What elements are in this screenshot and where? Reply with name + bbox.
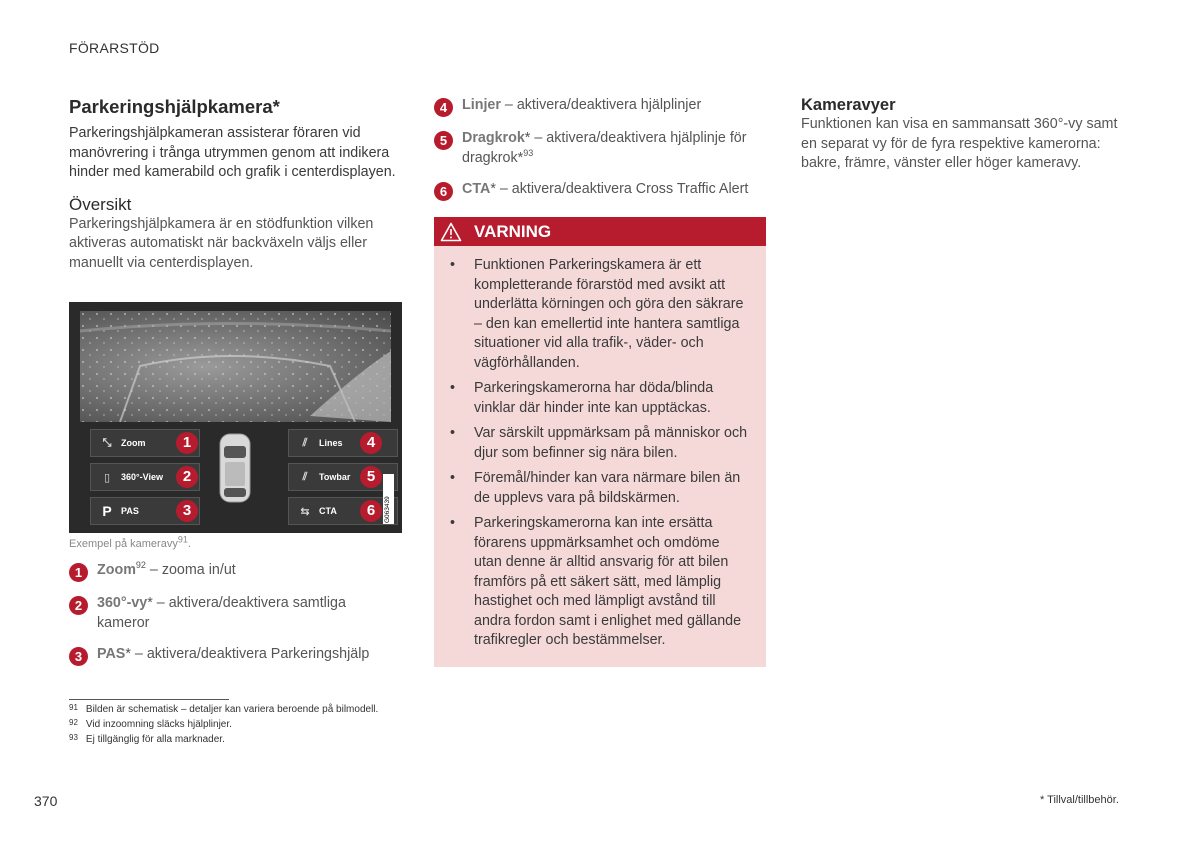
footnote-91	[69, 704, 378, 715]
page-title: Parkeringshjälpkamera*	[69, 96, 280, 117]
guide-lines-icon: ⫽	[302, 436, 308, 449]
intro-paragraph: Parkeringshjälpkameran assisterar föraren vid manövrering i trånga utrymmen genom att indikera hinder med kamerabild och grafik i centerdisplayen.	[69, 125, 396, 180]
camera-views-heading: Kameravyer	[801, 96, 896, 114]
lines-label: Lines	[319, 438, 343, 448]
callout-badge-4: 4	[360, 432, 382, 454]
camera-scene-svg	[80, 311, 391, 422]
footnote-text: Bilden är schematisk – detaljer kan variera beroende på bilmodell.	[85, 704, 379, 715]
legend-number-1: 1	[69, 563, 88, 582]
overview-paragraph: Parkeringshjälpkamera är en stödfunktion vilken aktiveras automatiskt när backväxeln väljs eller manuellt via centerdisplayen.	[69, 215, 374, 271]
column-left	[69, 96, 399, 273]
callout-badge-6: 6	[360, 500, 382, 522]
warning-list	[434, 246, 766, 651]
cta-label: CTA	[319, 506, 337, 516]
optional-star: *	[125, 646, 131, 662]
towbar-label: Towbar	[319, 472, 351, 482]
warning-item: • Föremål/hinder kan vara närmare bilen än de upplevs vara på bildskärmen.	[474, 469, 750, 508]
callout-badge-5: 5	[360, 466, 382, 488]
legend-item-4	[434, 96, 766, 117]
column-middle	[434, 96, 766, 667]
footnote-text: Ej tillgänglig för alla marknader.	[85, 734, 225, 745]
section-header: FÖRARSTÖD	[69, 40, 160, 56]
legend-term-cta: CTA	[462, 181, 491, 197]
caption-footnote-ref: 91	[177, 534, 188, 545]
footnote-ref-92: 92	[135, 560, 146, 571]
footnote-ref-93: 93	[523, 147, 534, 158]
optional-accessory-note: * Tillval/tillbehör.	[1040, 794, 1119, 806]
car-top-icon: ▯	[103, 471, 111, 484]
callout-badge-1: 1	[176, 432, 198, 454]
footnote-number: 93	[69, 733, 78, 742]
warning-item: • Parkeringskamerorna har döda/blinda vinklar där hinder inte kan upptäckas.	[474, 379, 750, 418]
image-code-strip	[383, 474, 394, 524]
warning-box	[434, 217, 766, 667]
optional-star: *	[147, 595, 153, 611]
legend-number-5: 5	[434, 131, 453, 150]
optional-star: *	[517, 149, 524, 166]
parking-assist-icon: P	[102, 503, 112, 519]
image-caption	[69, 534, 191, 550]
footnote-93	[69, 734, 225, 745]
car-top-view-icon	[217, 432, 253, 504]
footnote-divider	[69, 699, 229, 700]
legend-item-2	[69, 594, 399, 633]
camera-view-illustration	[69, 302, 402, 533]
rear-camera-image	[80, 311, 391, 422]
warning-item: • Var särskilt uppmärksam på människor och djur som befinner sig nära bilen.	[474, 424, 750, 463]
warning-title: VARNING	[474, 221, 552, 241]
warning-header	[434, 217, 766, 246]
caption-text: Exempel på kameravy	[69, 538, 178, 550]
optional-star: *	[490, 181, 496, 197]
towbar-icon: ⫽	[302, 470, 308, 483]
image-code: G063439	[384, 496, 391, 523]
pas-label: PAS	[121, 506, 139, 516]
legend-desc-towbar: – aktivera/deaktivera hjälplinje för dragkrok	[462, 130, 747, 166]
legend-list-left	[69, 561, 399, 678]
legend-desc-360: – aktivera/deaktivera samtliga kameror	[97, 595, 346, 631]
zoom-label: Zoom	[121, 438, 146, 448]
zoom-arrows-icon: ⤡	[102, 436, 112, 449]
warning-triangle-icon	[440, 222, 462, 242]
legend-desc-lines: – aktivera/deaktivera hjälplinjer	[500, 97, 702, 113]
footnote-number: 92	[69, 718, 78, 727]
legend-number-2: 2	[69, 596, 88, 615]
legend-desc-cta: – aktivera/deaktivera Cross Traffic Alert	[495, 181, 749, 197]
legend-term-towbar: Dragkrok	[462, 130, 525, 146]
legend-term-360: 360°-vy	[97, 595, 148, 611]
caption-end: .	[187, 538, 191, 550]
footnote-text: Vid inzoomning släcks hjälplinjer.	[85, 719, 232, 730]
legend-term-lines: Linjer	[462, 97, 501, 113]
page-number: 370	[34, 793, 58, 809]
legend-number-6: 6	[434, 182, 453, 201]
overview-heading: Översikt	[69, 194, 132, 214]
callout-badge-3: 3	[176, 500, 198, 522]
legend-term-zoom: Zoom	[97, 562, 136, 578]
legend-item-3	[69, 645, 399, 666]
360-view-label: 360°-View	[121, 472, 163, 482]
legend-item-1	[69, 561, 399, 582]
legend-item-6	[434, 180, 766, 201]
legend-term-pas: PAS	[97, 646, 126, 662]
footnote-number: 91	[69, 703, 78, 712]
legend-number-4: 4	[434, 98, 453, 117]
legend-desc-zoom: – zooma in/ut	[145, 562, 236, 578]
column-right	[801, 96, 1136, 174]
cross-traffic-icon: ⇆	[300, 505, 310, 518]
legend-desc-pas: – aktivera/deaktivera Parkeringshjälp	[130, 646, 370, 662]
legend-item-5	[434, 129, 766, 168]
callout-badge-2: 2	[176, 466, 198, 488]
footnote-92	[69, 719, 232, 730]
camera-views-paragraph: Funktionen kan visa en sammansatt 360°-vy samt en separat vy för de fyra respektive kamerorna: bakre, främre, vänster eller höger kameravy.	[801, 116, 1118, 171]
warning-item: • Parkeringskamerorna kan inte ersätta förarens uppmärksamhet och omdöme utan denne är alltid ansvarig för att bilen framförs på ett säkert sätt, med lämplig hastighet och med lämpligt avstånd till andra fordon samt i enlighet med gällande trafikregler och bestämmelser.	[474, 514, 750, 651]
warning-item: • Funktionen Parkeringskamera är ett kompletterande förarstöd med avsikt att underlätta körningen och göra den säkrare – den kan emellertid inte hantera samtliga situationer vid alla trafik-, väder- och vägförhållanden.	[474, 256, 750, 373]
optional-star: *	[524, 130, 531, 146]
legend-number-3: 3	[69, 647, 88, 666]
